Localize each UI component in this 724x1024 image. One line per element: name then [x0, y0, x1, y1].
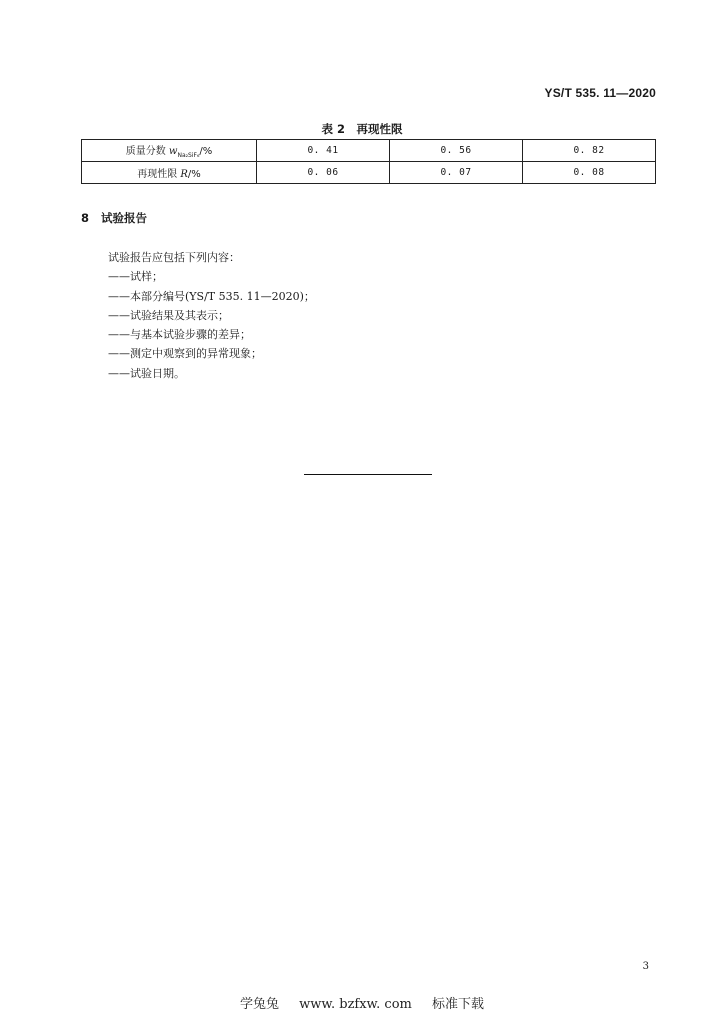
unit-text: /% [187, 169, 201, 180]
table-title: 表 2 再现性限 [321, 122, 403, 136]
mass-fraction-symbol: w [168, 146, 178, 157]
list-item: ——本部分编号(YS/T 535. 11—2020)； [108, 289, 315, 303]
table-cell: 0. 56 [390, 140, 523, 162]
footer-site-name: 学兔兔 [239, 997, 279, 1012]
list-item: ——试样； [108, 270, 163, 284]
table-cell: 0. 07 [390, 162, 523, 184]
page-number: 3 [642, 961, 649, 972]
row-label-text: 质量分数 [125, 146, 169, 157]
report-intro: 试验报告应包括下列内容： [108, 251, 240, 264]
list-item: ——与基本试验步骤的差异； [108, 328, 251, 342]
standard-number: YS/T 535. 11—2020 [544, 86, 656, 100]
table-cell: 0. 08 [523, 162, 656, 184]
reproducibility-symbol: R [180, 169, 188, 180]
footer-tagline: 标准下载 [431, 997, 484, 1012]
list-item: ——试验日期。 [108, 366, 185, 380]
footer-url: www. bzfxw. com [299, 997, 412, 1012]
unit-text: /% [199, 146, 213, 157]
table-row [82, 162, 656, 184]
table-row [82, 140, 656, 162]
section-number: 8 [81, 211, 90, 225]
row-label-mass-fraction [82, 140, 257, 162]
end-rule [304, 474, 432, 475]
row-label-reproducibility [82, 162, 257, 184]
table-cell: 0. 41 [257, 140, 390, 162]
footer-watermark [0, 993, 724, 1012]
section-heading [81, 210, 147, 226]
row-label-text: 再现性限 [137, 169, 181, 180]
section-title: 试验报告 [101, 211, 148, 225]
mass-fraction-subscript: Na₂SiF₆ [177, 152, 200, 159]
table-cell: 0. 06 [257, 162, 390, 184]
report-contents [108, 248, 315, 383]
list-item: ——试验结果及其表示； [108, 308, 229, 322]
list-item: ——测定中观察到的异常现象； [108, 347, 262, 361]
table-cell: 0. 82 [523, 140, 656, 162]
reproducibility-table [81, 139, 656, 184]
